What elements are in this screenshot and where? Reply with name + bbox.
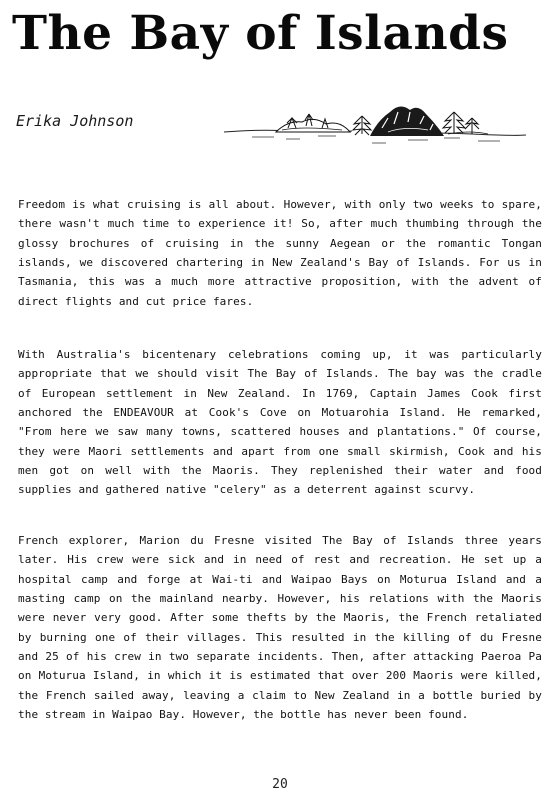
island-sketch-icon xyxy=(222,98,528,148)
page-number: 20 xyxy=(272,777,288,792)
article-title: The Bay of Islands xyxy=(12,6,509,61)
author-byline: Erika Johnson xyxy=(16,112,134,130)
paragraph-3: French explorer, Marion du Fresne visited The Bay of Islands three years later. His crew were sick and in need of rest and recreation. He set up a hospital camp and forge at Wai-ti and Waipao Bays on Moturua Island and a masting camp on the mainland nearby. However, his relations with the Maoris were never very good. After some thefts by the Maoris, the French retaliated by burning one of their villages. This resulted in the killing of du Fresne and 25 of his crew in two separate incidents. Then, after attacking Paeroa Pa on Moturua Island, in which it is estimated that over 200 Maoris were killed, the French sailed away, leaving a claim to New Zealand in a bottle buried by the stream in Waipao Bay. However, the bottle has never been found. xyxy=(18,534,542,722)
paragraph-2: With Australia's bicentenary celebrations coming up, it was particularly appropriate that we should visit The Bay of Islands. The bay was the cradle of European settlement in New Zealand. In 1769, Captain James Cook first anchored the ENDEAVOUR at Cook's Cove on Motuarohia Island. He remarked, "From here we saw many towns, scattered houses and plantations." Of course, they were Maori settlements and apart from one small skirmish, Cook and his men got on well with the Maoris. They replenished their water and food supplies and gathered native "celery" as a deterrent against scurvy. xyxy=(18,348,542,497)
paragraph-1: Freedom is what cruising is all about. However, with only two weeks to spare, there wasn't much time to experience it! So, after much thumbing through the glossy brochures of cruising in the sunny Aegean or the romantic Tongan islands, we discovered chartering in New Zealand's Bay of Islands. For us in Tasmania, this was a much more attractive proposition, with the advent of direct flights and cut price fares. xyxy=(18,198,542,308)
